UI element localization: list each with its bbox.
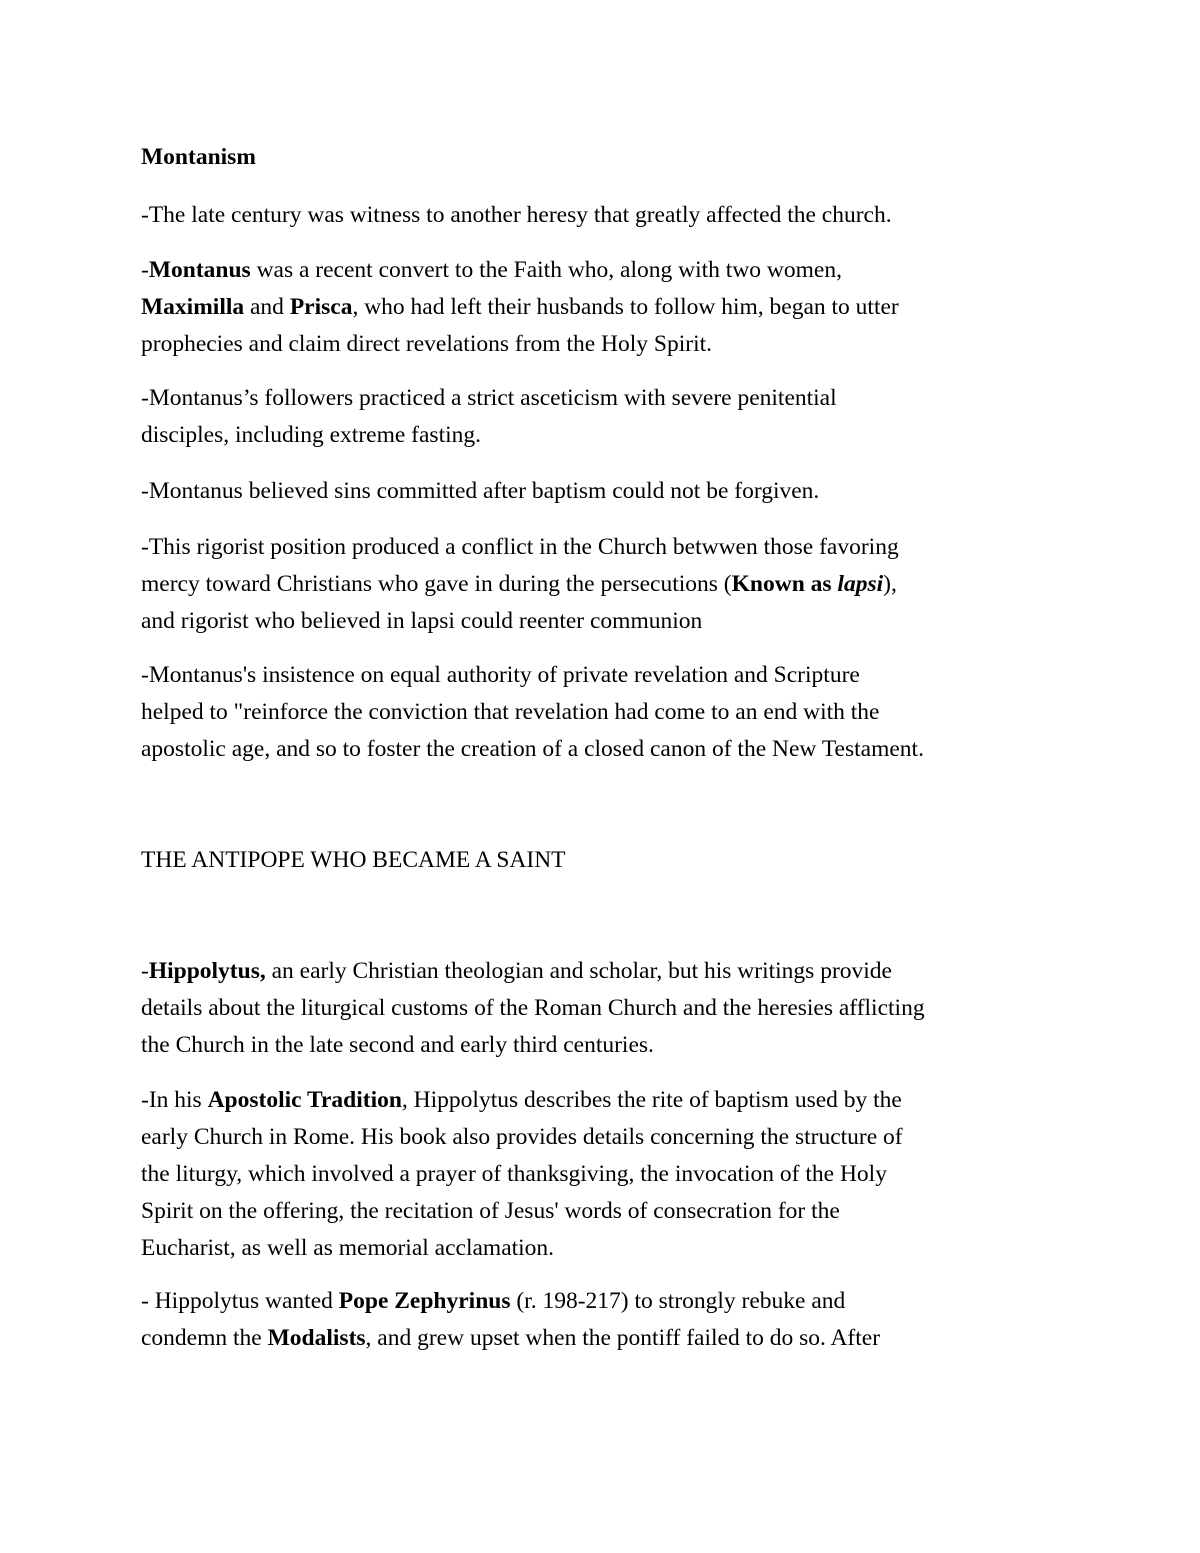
paragraph-line (141, 289, 1081, 326)
section-heading-antipope (141, 842, 1081, 879)
bold-italic-term: lapsi (837, 571, 884, 597)
paragraph-line: the Church in the late second and early third centuries. (141, 1032, 654, 1058)
paragraph-line (141, 1320, 1081, 1357)
heading-text: THE ANTIPOPE WHO BECAME A SAINT (141, 847, 566, 873)
paragraph-line (141, 1283, 1081, 1320)
text-run: (r. 198-217) to strongly rebuke and (510, 1288, 846, 1314)
text-run: - Hippolytus wanted (141, 1288, 339, 1314)
bold-name: Maximilla (141, 294, 245, 320)
heading-text: Montanism (141, 144, 256, 170)
paragraph-line: early Church in Rome. His book also provides details concerning the structure of (141, 1124, 903, 1150)
text-run: an early Christian theologian and scholar, but his writings provide (265, 958, 892, 984)
paragraph-line: -Montanus's insistence on equal authority of private revelation and Scripture (141, 662, 860, 688)
paragraph-line: prophecies and claim direct revelations from the Holy Spirit. (141, 331, 713, 357)
bold-name: Prisca (289, 294, 353, 320)
paragraph-line (141, 1082, 1081, 1119)
paragraph (141, 953, 1081, 1064)
paragraph-line: -This rigorist position produced a conflict in the Church betwwen those favoring (141, 534, 899, 560)
paragraph (141, 657, 1081, 768)
paragraph (141, 1082, 1081, 1267)
paragraph-line: helped to "reinforce the conviction that revelation had come to an end with the (141, 699, 880, 725)
bold-name: Pope Zephyrinus (338, 1288, 511, 1314)
paragraph-line: Spirit on the offering, the recitation of Jesus' words of consecration for the (141, 1198, 840, 1224)
paragraph-line: -Montanus’s followers practiced a strict asceticism with severe penitential (141, 385, 837, 411)
paragraph-line: the liturgy, which involved a prayer of thanksgiving, the invocation of the Holy (141, 1161, 887, 1187)
paragraph-line: and rigorist who believed in lapsi could reenter communion (141, 608, 703, 634)
text-run: mercy toward Christians who gave in during the persecutions ( (141, 571, 732, 597)
text-run: condemn the (141, 1325, 268, 1351)
paragraph-line: Eucharist, as well as memorial acclamation. (141, 1235, 555, 1261)
bold-title: Apostolic Tradition (207, 1087, 402, 1113)
paragraph-line: details about the liturgical customs of the Roman Church and the heresies afflicting (141, 995, 925, 1021)
paragraph-line (141, 252, 1081, 289)
text-run: and (244, 294, 290, 320)
paragraph (141, 473, 1081, 510)
text-run: ), (883, 571, 897, 597)
text-run: - (141, 958, 149, 984)
paragraph (141, 380, 1081, 454)
paragraph-line: -The late century was witness to another heresy that greatly affected the church. (141, 202, 892, 228)
paragraph-line (141, 566, 1081, 603)
paragraph-line: -Montanus believed sins committed after baptism could not be forgiven. (141, 478, 820, 504)
text-run: -In his (141, 1087, 208, 1113)
bold-text: Known as (731, 571, 838, 597)
paragraph (141, 1283, 1081, 1357)
bold-name: Hippolytus, (148, 958, 266, 984)
text-run: , who had left their husbands to follow him, began to utter (352, 294, 899, 320)
text-run: , and grew upset when the pontiff failed to do so. After (365, 1325, 881, 1351)
paragraph (141, 252, 1081, 363)
paragraph-line (141, 953, 1081, 990)
text-run: was a recent convert to the Faith who, along with two women, (250, 257, 842, 283)
section-heading-montanism (141, 139, 1081, 176)
paragraph-line: apostolic age, and so to foster the creation of a closed canon of the New Testament. (141, 736, 924, 762)
bold-name: Modalists (267, 1325, 366, 1351)
paragraph-line: disciples, including extreme fasting. (141, 422, 482, 448)
bold-name: Montanus (148, 257, 251, 283)
text-run: - (141, 257, 149, 283)
paragraph (141, 529, 1081, 640)
paragraph (141, 197, 1081, 234)
text-run: , Hippolytus describes the rite of baptism used by the (401, 1087, 902, 1113)
